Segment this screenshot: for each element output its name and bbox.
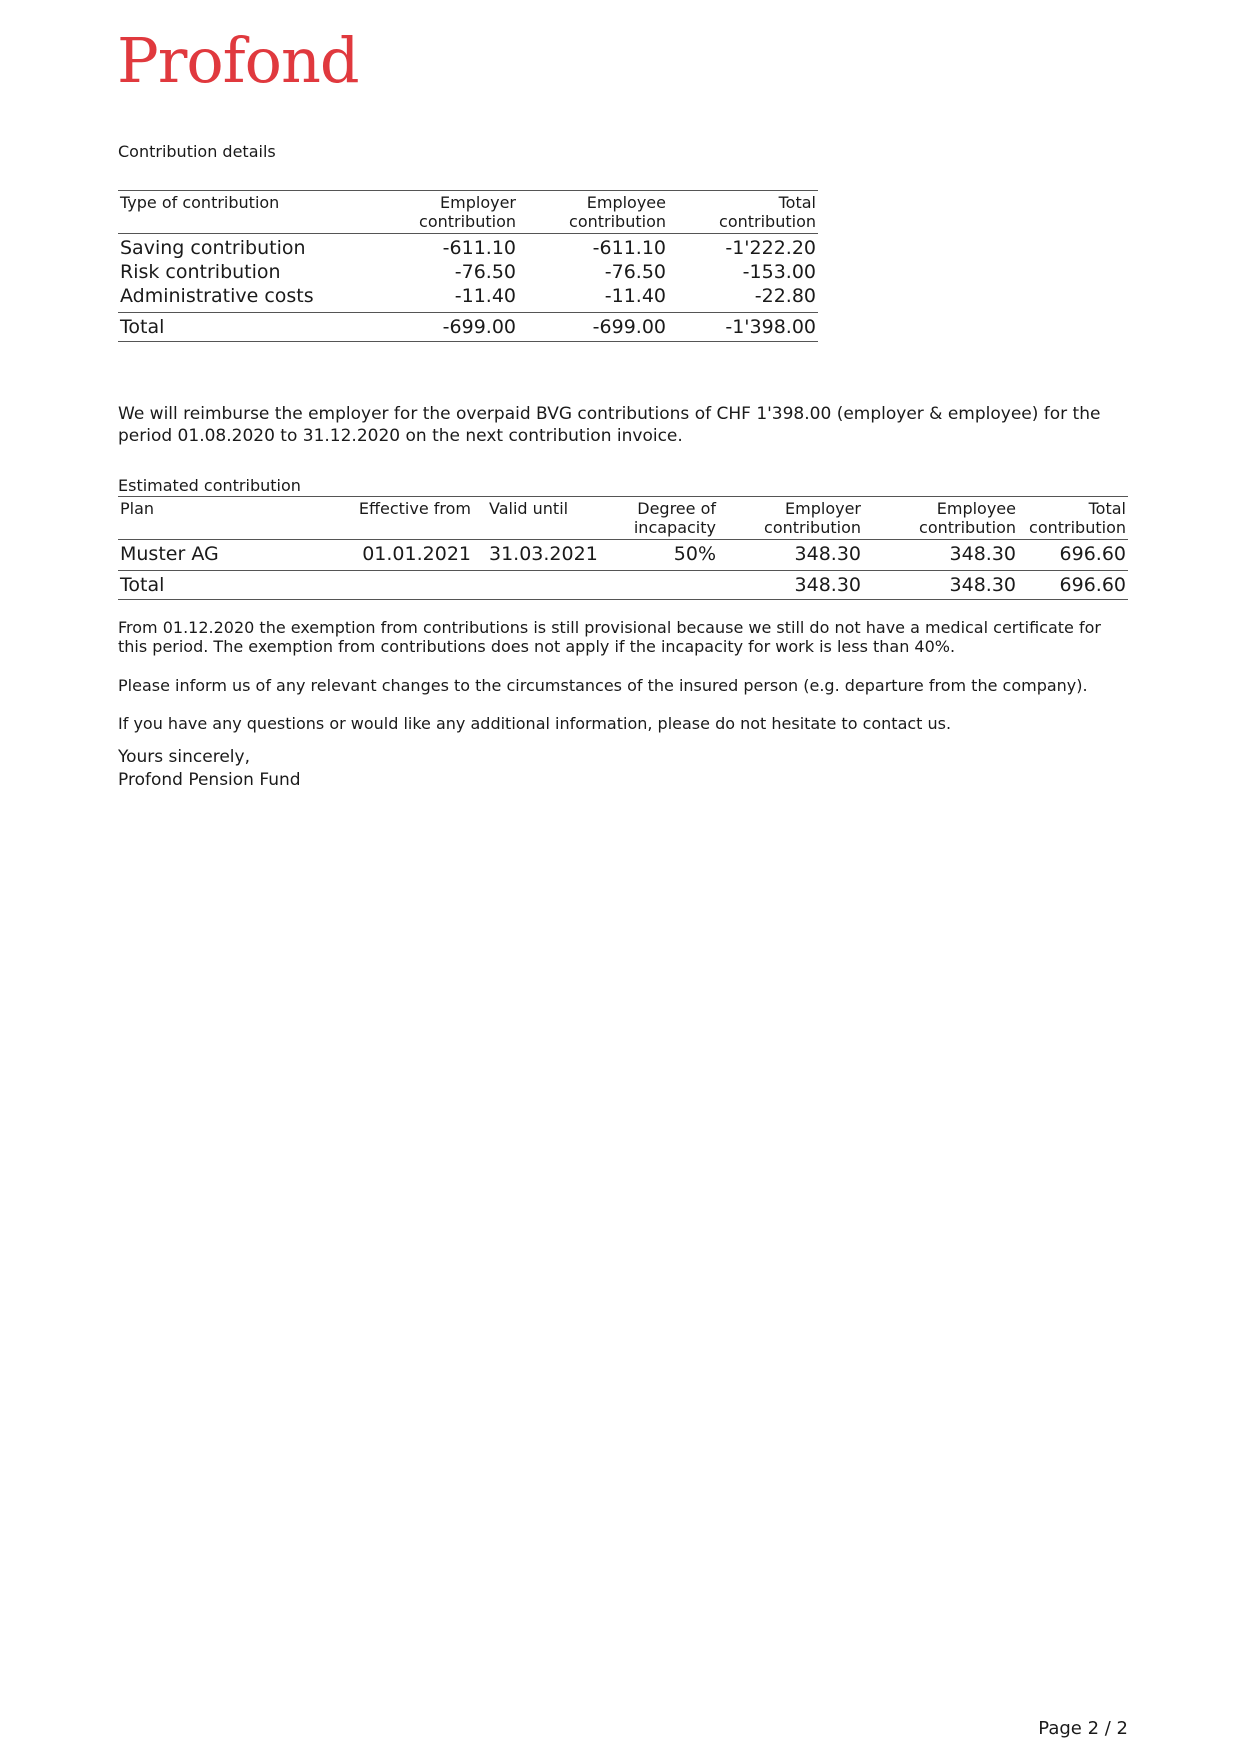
header-effective-from: Effective from xyxy=(358,499,471,518)
total-employer: 348.30 xyxy=(794,574,861,596)
contribution-type: Saving contribution xyxy=(120,237,306,259)
header-employer: Employer contribution xyxy=(419,193,516,231)
employer-value: -76.50 xyxy=(454,261,516,283)
contribution-type: Administrative costs xyxy=(120,285,314,307)
empty-cell xyxy=(603,571,718,600)
table-row xyxy=(118,234,818,261)
employee-value: -611.10 xyxy=(592,237,666,259)
profond-logo: Profond xyxy=(117,24,359,97)
valid-until: 31.03.2021 xyxy=(489,543,598,565)
exemption-paragraph: From 01.12.2020 the exemption from contributions is still provisional because we still do not have a medical certificate for this period. The exemption from contributions does not apply if the incapacity for work is less than 40%. xyxy=(118,618,1101,656)
total-value: 696.60 xyxy=(1059,543,1126,565)
header-employer: Employer contribution xyxy=(764,499,861,537)
table-row xyxy=(118,540,1128,571)
header-employee: Employee contribution xyxy=(569,193,666,231)
estimated-header-row xyxy=(118,497,1128,540)
inform-paragraph: Please inform us of any relevant changes to the circumstances of the insured person (e.g. departure from the company). xyxy=(118,676,1088,695)
closing-line-1: Yours sincerely, xyxy=(118,747,250,767)
page-number: Page 2 / 2 xyxy=(1038,1718,1128,1739)
total-row xyxy=(118,571,1128,600)
employee-value: -76.50 xyxy=(604,261,666,283)
degree-of-incapacity: 50% xyxy=(673,543,716,565)
header-employee: Employee contribution xyxy=(919,499,1016,537)
total-employer: -699.00 xyxy=(442,316,516,338)
estimated-contribution-table xyxy=(118,496,1128,600)
header-degree: Degree of incapacity xyxy=(633,499,716,537)
total-value: -153.00 xyxy=(742,261,816,283)
table-row xyxy=(118,260,818,284)
effective-from: 01.01.2021 xyxy=(362,543,471,565)
questions-paragraph: If you have any questions or would like any additional information, please do not hesitate to contact us. xyxy=(118,714,952,733)
table-row xyxy=(118,284,818,313)
total-value: -22.80 xyxy=(754,285,816,307)
total-total: -1'398.00 xyxy=(725,316,816,338)
empty-cell xyxy=(343,571,473,600)
total-employee: 348.30 xyxy=(949,574,1016,596)
total-employee: -699.00 xyxy=(592,316,666,338)
closing-line-2: Profond Pension Fund xyxy=(118,770,301,790)
empty-cell xyxy=(473,571,603,600)
contribution-details-table xyxy=(118,190,818,342)
plan-name: Muster AG xyxy=(120,543,219,565)
reimburse-paragraph: We will reimburse the employer for the overpaid BVG contributions of CHF 1'398.00 (employer & employee) for the period 01.08.2020 to 31.12.2020 on the next contribution invoice. xyxy=(118,404,1101,446)
contribution-details-title: Contribution details xyxy=(118,142,276,161)
header-type: Type of contribution xyxy=(120,193,280,212)
total-label: Total xyxy=(120,316,165,338)
employee-value: -11.40 xyxy=(604,285,666,307)
header-plan: Plan xyxy=(120,499,155,518)
employer-value: -11.40 xyxy=(454,285,516,307)
total-label: Total xyxy=(120,574,165,596)
employee-value: 348.30 xyxy=(949,543,1016,565)
header-valid-until: Valid until xyxy=(489,499,569,518)
employer-value: -611.10 xyxy=(442,237,516,259)
header-total: Total contribution xyxy=(719,193,816,231)
total-row xyxy=(118,313,818,342)
employer-value: 348.30 xyxy=(794,543,861,565)
contribution-details-header-row xyxy=(118,191,818,234)
header-total: Total contribution xyxy=(1029,499,1126,537)
contribution-type: Risk contribution xyxy=(120,261,281,283)
total-total: 696.60 xyxy=(1059,574,1126,596)
estimated-contribution-title: Estimated contribution xyxy=(118,476,301,495)
total-value: -1'222.20 xyxy=(725,237,816,259)
